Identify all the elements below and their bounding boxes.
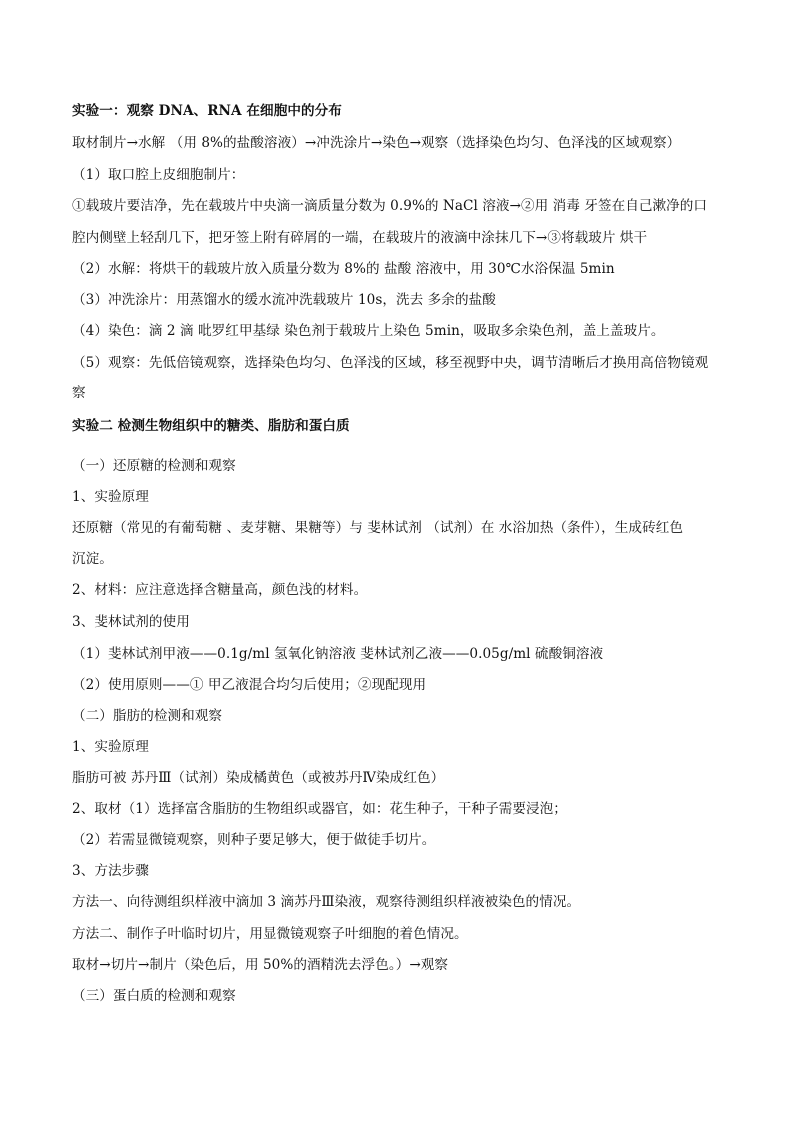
text-line: 方法二、制作子叶临时切片，用显微镜观察子叶细胞的着色情况。 — [72, 926, 468, 942]
text-line: 沉淀。 — [72, 551, 113, 567]
heading-experiment-2: 实验二 检测生物组织中的糖类、脂肪和蛋白质 — [72, 418, 350, 434]
heading-experiment-1: 实验一：观察 DNA、RNA 在细胞中的分布 — [72, 103, 342, 119]
text-line: （4）染色：滴 2 滴 吡罗红甲基绿 染色剂于载玻片上染色 5min，吸取多余染色剂，盖上盖玻片。 — [72, 323, 665, 339]
text-line: 2、材料：应注意选择含糖量高，颜色浅的材料。 — [72, 582, 368, 598]
text-line: 1、实验原理 — [72, 739, 149, 755]
text-line: （2）使用原则——① 甲乙液混合均匀后使用；②现配现用 — [72, 677, 427, 693]
text-line: 3、方法步骤 — [72, 863, 149, 879]
text-line: （5）观察：先低倍镜观察，选择染色均匀、色泽浅的区域，移至视野中央，调节清晰后才换用高倍物镜观 — [72, 355, 709, 371]
section-heading: （一）还原糖的检测和观察 — [72, 458, 236, 474]
text-line: （1）取口腔上皮细胞制片： — [72, 167, 245, 183]
section-heading: （三）蛋白质的检测和观察 — [72, 988, 236, 1004]
text-line: 2、取材（1）选择富含脂肪的生物组织或器官，如：花生种子，干种子需要浸泡； — [72, 801, 567, 817]
text-line: 还原糖（常见的有葡萄糖 、麦芽糖、果糖等）与 斐林试剂 （试剂）在 水浴加热（条件），生成砖红色 — [72, 520, 684, 536]
section-heading: （二）脂肪的检测和观察 — [72, 708, 223, 724]
text-line: 脂肪可被 苏丹Ⅲ（试剂）染成橘黄色（或被苏丹Ⅳ染成红色） — [72, 770, 445, 786]
text-line: 察 — [72, 385, 86, 401]
text-line: （2）水解：将烘干的载玻片放入质量分数为 8%的 盐酸 溶液中，用 30℃水浴保温 5min — [72, 261, 615, 277]
text-line: （2）若需显微镜观察，则种子要足够大，便于做徒手切片。 — [72, 832, 436, 848]
text-line: ①载玻片要洁净，先在载玻片中央滴一滴质量分数为 0.9%的 NaCl 溶液→②用 消毒 牙签在自己漱净的口 — [72, 198, 708, 214]
text-line: 取材制片→水解 （用 8%的盐酸溶液）→冲洗涂片→染色→观察（选择染色均匀、色泽浅的区域观察） — [72, 135, 681, 151]
text-line: 1、实验原理 — [72, 489, 149, 505]
text-line: 3、斐林试剂的使用 — [72, 614, 190, 630]
text-line: 腔内侧壁上轻刮几下，把牙签上附有碎屑的一端，在载玻片的液滴中涂抹几下→③将载玻片 烘干 — [72, 230, 648, 246]
text-line: （3）冲洗涂片：用蒸馏水的缓水流冲洗载玻片 10s，洗去 多余的盐酸 — [72, 292, 496, 308]
text-line: 取材→切片→制片（染色后，用 50%的酒精洗去浮色。）→观察 — [72, 957, 449, 973]
text-line: 方法一、向待测组织样液中滴加 3 滴苏丹Ⅲ染液，观察待测组织样液被染色的情况。 — [72, 894, 581, 910]
text-line: （1）斐林试剂甲液——0.1g/ml 氢氧化钠溶液 斐林试剂乙液——0.05g/ml 硫酸铜溶液 — [72, 646, 604, 662]
